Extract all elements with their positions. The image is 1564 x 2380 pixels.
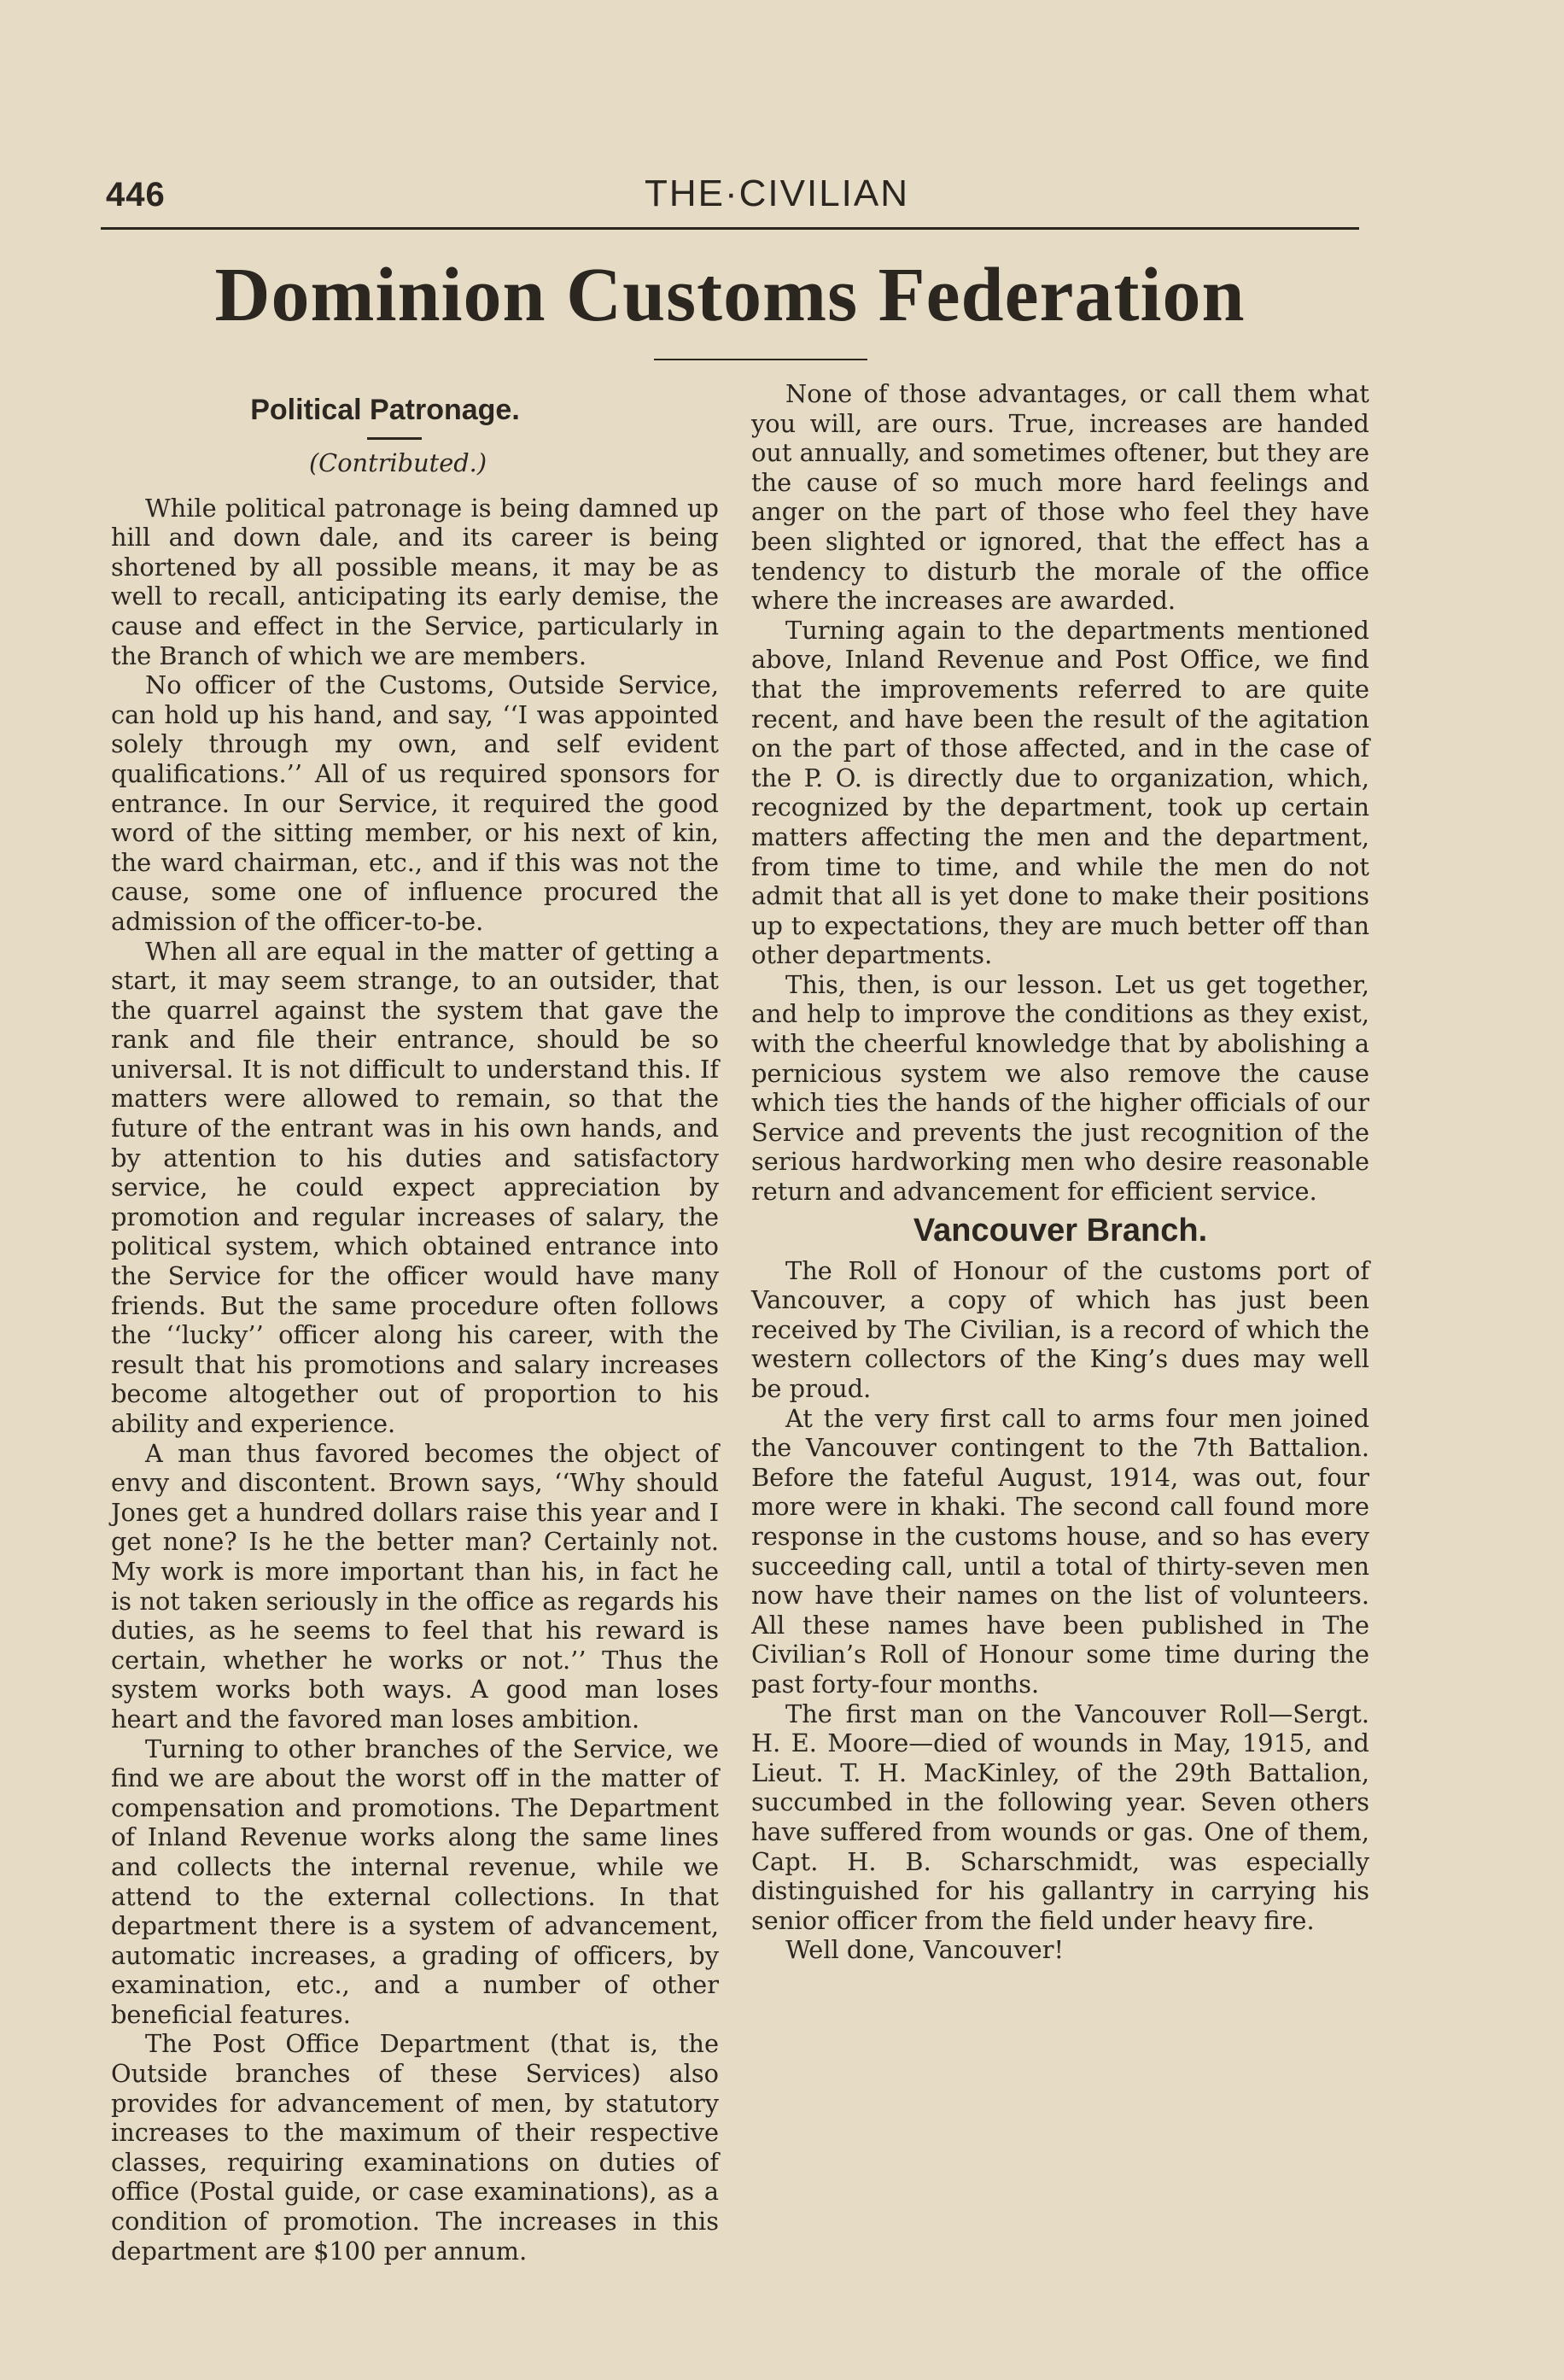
paragraph: When all are equal in the matter of getting a start, it may seem strange, to an outsider, that the quarrel against the system that gave the rank and file their entrance, should be so universal. It is not difficult to understand this. If matters were allowed to remain, so that the future of the entrant was in his own hands, and by attention to his duties and satisfactory service, he could expect appreciation by promotion and regular increases of salary, the political system, which obtained entrance into the Service for the officer would have many friends. But the same procedure often follows the ‘‘lucky’’ officer along his career, with the result that his promotions and salary increases become altogether out of proportion to his ability and experience. [111,936,719,1438]
page-number: 446 [106,176,166,213]
paragraph: At the very first call to arms four men joined the Vancouver contingent to the 7th Battalion. Before the fateful August, 1914, was out, four more were in khaki. The second call found more response in the customs house, and so has every succeeding call, until a total of thirty-seven men now have their names on the list of volunteers. All these names have been published in The Civilian’s Roll of Honour some time during the past forty-four months. [751,1403,1369,1699]
paragraph: Turning again to the departments mentioned above, Inland Revenue and Post Office, we find that the improvements referred to are quite recent, and have been the result of the agitation on the part of those affected, and in the case of the P. O. is directly due to organization, which, recognized by the department, took up certain matters affecting the men and the department, from time to time, and while the men do not admit that all is yet done to make their positions up to expectations, they are much better off than other departments. [751,615,1369,970]
byline: (Contributed.) [308,448,487,477]
paragraph: No officer of the Customs, Outside Service, can hold up his hand, and say, ‘‘I was appointed solely through my own, and self evident qualifications.’’ All of us required sponsors for entrance. In our Service, it required the good word of the sitting member, or his next of kin, the ward chairman, etc., and if this was not the cause, some one of influence procured the admission of the officer-to-be. [111,670,719,936]
paragraph: None of those advantages, or call them what you will, are ours. True, increases are handed out annually, and sometimes oftener, but they are the cause of so much more hard feelings and anger on the part of those who feel they have been slighted or ignored, that the effect has a tendency to disturb the morale of the office where the increases are awarded. [751,379,1369,616]
paragraph: While political patronage is being damned up hill and down dale, and its career is being shortened by all possible means, it may be as well to recall, anticipating its early demise, the cause and effect in the Service, particularly in the Branch of which we are members. [111,493,719,670]
paragraph-continued: The Post Office Department (that is, the Outside branches of these Services) also provides for advancement of men, by statutory increases to the maximum of their respective classes, requiring examinations on duties of office (Postal guide, or case examinations), as a condition of promotion. The increases in this department are $100 per annum. [111,2029,719,2266]
article-title: Dominion Customs Federation [214,253,1246,337]
running-head: THE·CIVILIAN [644,173,910,214]
section-heading-political-patronage: Political Patronage. [250,394,520,426]
header-rule [101,227,1359,230]
title-rule [654,359,867,360]
paragraph: The first man on the Vancouver Roll—Sergt. H. E. Moore—died of wounds in May, 1915, and Lieut. T. H. MacKinley, of the 29th Battalion, succumbed in the following year. Seven others have suffered from wounds or gas. One of them, Capt. H. B. Scharschmidt, was especially distinguished for his gallantry in carrying his senior officer from the field under heavy fire. [751,1699,1369,1935]
closing-line: Well done, Vancouver! [785,1935,1065,1965]
paragraph: Turning to other branches of the Service, we find we are about the worst off in the matter of compensation and promotions. The Department of Inland Revenue works along the same lines and collects the internal revenue, while we attend to the external collections. In that department there is a system of advancement, automatic increases, a grading of officers, by examination, etc., and a number of other beneficial features. [111,1734,719,2029]
right-column [751,379,1369,1965]
paragraph: The Roll of Honour of the customs port of Vancouver, a copy of which has just been received by The Civilian, is a record of which the western collectors of the King’s dues may well be proud. [751,1255,1369,1403]
section-heading-vancouver-branch: Vancouver Branch. [913,1212,1208,1248]
paragraph: This, then, is our lesson. Let us get together, and help to improve the conditions as they exist, with the cheerful knowledge that by abolishing a pernicious system we also remove the cause which ties the hands of the higher officials of our Service and prevents the just recognition of the serious hardworking men who desire reasonable return and advancement for efficient service. [751,969,1369,1207]
heading-rule [367,437,422,440]
left-column [111,379,719,2266]
paragraph: A man thus favored becomes the object of envy and discontent. Brown says, ‘‘Why should Jones get a hundred dollars raise this year and I get none? Is he the better man? Certainly not. My work is more important than his, in fact he is not taken seriously in the office as regards his duties, as he seems to feel that his reward is certain, whether he works or not.’’ Thus the system works both ways. A good man loses heart and the favored man loses ambition. [111,1438,719,1734]
